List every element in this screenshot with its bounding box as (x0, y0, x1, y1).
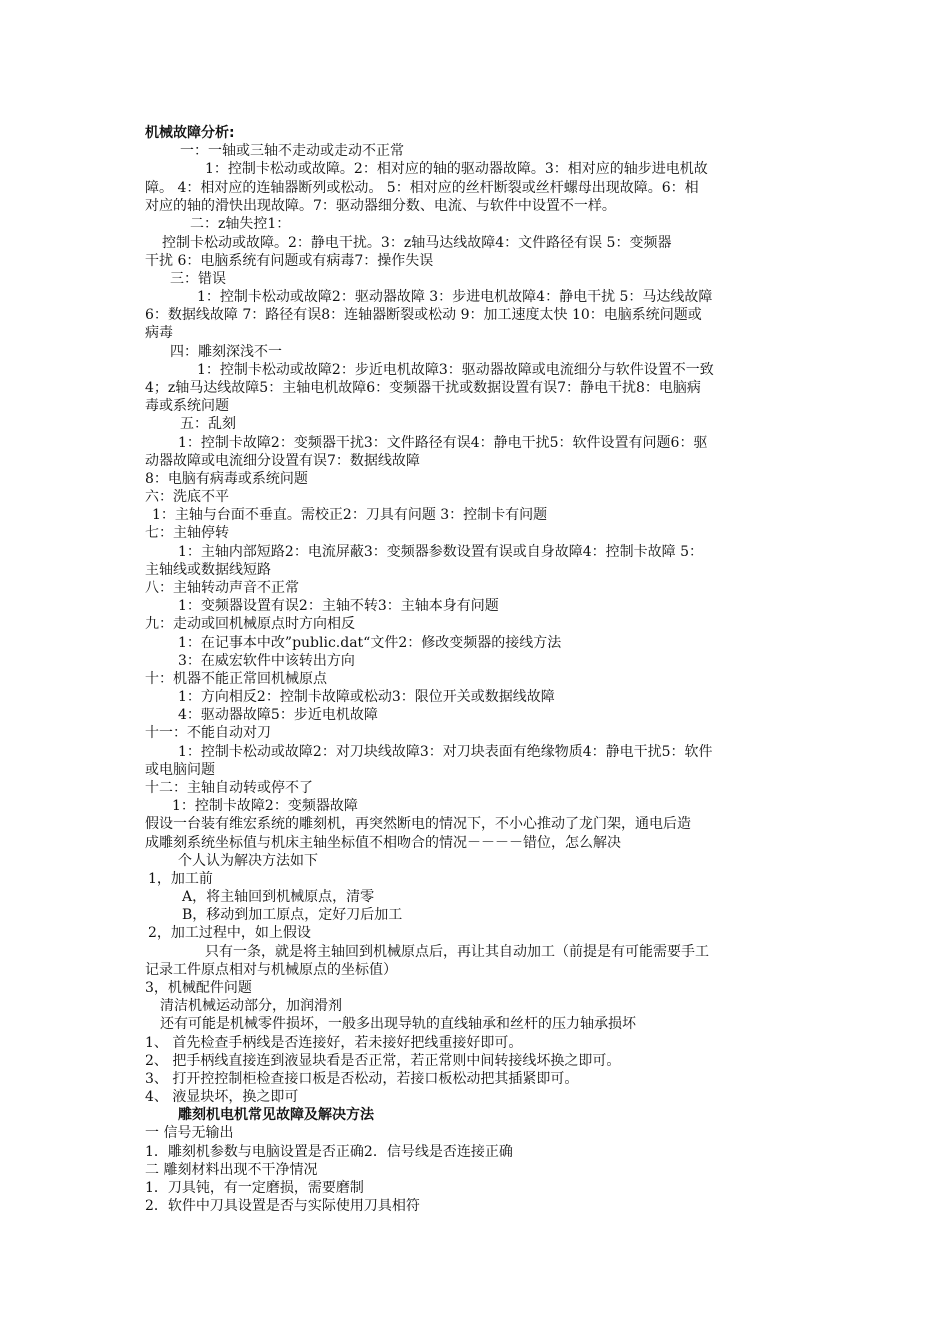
text-line: 3、 打开控控制柜检查接口板是否松动，若接口板松动把其插紧即可。 (145, 1071, 579, 1087)
text-line: 1，加工前 (148, 871, 213, 887)
text-line: 记录工件原点相对与机械原点的坐标值） (145, 962, 397, 978)
text-line: 1．雕刻机参数与电脑设置是否正确2．信号线是否连接正确 (145, 1144, 513, 1160)
text-line: 1：在记事本中改”public.dat“文件2：修改变频器的接线方法 (178, 635, 562, 651)
text-line: 三：错误 (170, 271, 226, 287)
text-line: 十二：主轴自动转或停不了 (145, 780, 313, 796)
text-line: 或电脑问题 (145, 762, 215, 778)
text-line: 主轴线或数据线短路 (145, 562, 271, 578)
text-line: B，移动到加工原点，定好刀后加工 (182, 907, 403, 923)
text-line: 1：控制卡故障2：变频器干扰3：文件路径有误4：静电干扰5：软件设置有问题6：驱 (178, 435, 708, 451)
text-line: 2，加工过程中，如上假设 (148, 925, 311, 941)
text-line: 1、 首先检查手柄线是否连接好，若未接好把线重接好即可。 (145, 1035, 523, 1051)
text-line: 1：主轴与台面不垂直。需校正2：刀具有问题 3：控制卡有问题 (152, 507, 548, 523)
text-line: 假设一台装有维宏系统的雕刻机，再突然断电的情况下，不小心推动了龙门架，通电后造 (145, 816, 691, 832)
text-line: 成雕刻系统坐标值与机床主轴坐标值不相吻合的情况－－－－错位，怎么解决 (145, 835, 621, 851)
text-line: 还有可能是机械零件损坏，一般多出现导轨的直线轴承和丝杆的压力轴承损坏 (160, 1016, 636, 1032)
text-line: 1：控制卡松动或故障。2：相对应的轴的驱动器故障。3：相对应的轴步进电机故 (205, 161, 708, 177)
text-line: 2．软件中刀具设置是否与实际使用刀具相符 (145, 1198, 420, 1214)
text-line: 6：数据线故障 7：路径有误8：连轴器断裂或松动 9：加工速度太快 10：电脑系统问题或 (145, 307, 702, 323)
text-line: 8：电脑有病毒或系统问题 (145, 471, 308, 487)
text-line: 八：主轴转动声音不正常 (145, 580, 299, 596)
text-line: 五：乱刻 (180, 416, 236, 432)
text-line: 障。 4：相对应的连轴器断列或松动。 5：相对应的丝杆断裂或丝杆螺母出现故障。6：相 (145, 180, 699, 196)
text-line: 1：控制卡松动或故障2：对刀块线故障3：对刀块表面有绝缘物质4：静电干扰5：软件 (178, 744, 713, 760)
text-line: A，将主轴回到机械原点，清零 (182, 889, 375, 905)
text-line: 二 雕刻材料出现不干净情况 (145, 1162, 318, 1178)
text-line: 病毒 (145, 325, 173, 341)
text-line: 干扰 6：电脑系统有问题或有病毒7：操作失误 (145, 253, 434, 269)
text-line: 只有一条，就是将主轴回到机械原点后，再让其自动加工（前提是有可能需要手工 (205, 944, 709, 960)
text-line: 4；z轴马达线故障5：主轴电机故障6：变频器干扰或数据设置有误7：静电干扰8：电脑病 (145, 380, 701, 396)
text-line: 毒或系统问题 (145, 398, 229, 414)
text-line: 一：一轴或三轴不走动或走动不正常 (180, 143, 404, 159)
text-line: 3，机械配件问题 (145, 980, 252, 996)
text-line: 对应的轴的滑快出现故障。7：驱动器细分数、电流、与软件中设置不一样。 (145, 198, 616, 214)
text-line: 4：驱动器故障5：步近电机故障 (178, 707, 378, 723)
text-line: 动器故障或电流细分设置有误7：数据线故障 (145, 453, 420, 469)
text-line: 六：洗底不平 (145, 489, 229, 505)
text-line: 1：方向相反2：控制卡故障或松动3：限位开关或数据线故障 (178, 689, 555, 705)
text-line: 七：主轴停转 (145, 525, 229, 541)
text-line: 1：控制卡故障2：变频器故障 (172, 798, 358, 814)
text-line: 十一：不能自动对刀 (145, 725, 271, 741)
text-line: 控制卡松动或故障。2：静电干扰。3：z轴马达线故障4：文件路径有误 5：变频器 (162, 235, 672, 251)
text-line: 清洁机械运动部分，加润滑剂 (160, 998, 342, 1014)
text-line: 1：控制卡松动或故障2：驱动器故障 3：步进电机故障4：静电干扰 5：马达线故障 (197, 289, 713, 305)
text-line: 九：走动或回机械原点时方向相反 (145, 616, 355, 632)
text-line: 一 信号无输出 (145, 1125, 234, 1141)
text-line: 1．刀具钝，有一定磨损，需要磨制 (145, 1180, 364, 1196)
text-line: 4、 液显块坏，换之即可 (145, 1089, 299, 1105)
text-line: 1：主轴内部短路2：电流屏蔽3：变频器参数设置有误或自身故障4：控制卡故障 5： (178, 544, 703, 560)
text-line: 2、 把手柄线直接连到液显块看是否正常，若正常则中间转接线坏换之即可。 (145, 1053, 621, 1069)
text-line: 四：雕刻深浅不一 (170, 344, 282, 360)
text-line: 个人认为解决方法如下 (178, 853, 318, 869)
text-line: 1：变频器设置有误2：主轴不转3：主轴本身有问题 (178, 598, 499, 614)
section-subheading: 雕刻机电机常见故障及解决方法 (178, 1107, 374, 1123)
document-heading: 机械故障分析: (145, 125, 235, 141)
text-line: 二：z轴失控1： (190, 216, 291, 232)
text-line: 3：在威宏软件中该转出方向 (178, 653, 355, 669)
text-line: 1：控制卡松动或故障2：步近电机故障3：驱动器故障或电流细分与软件设置不一致 (197, 362, 714, 378)
text-line: 十：机器不能正常回机械原点 (145, 671, 327, 687)
